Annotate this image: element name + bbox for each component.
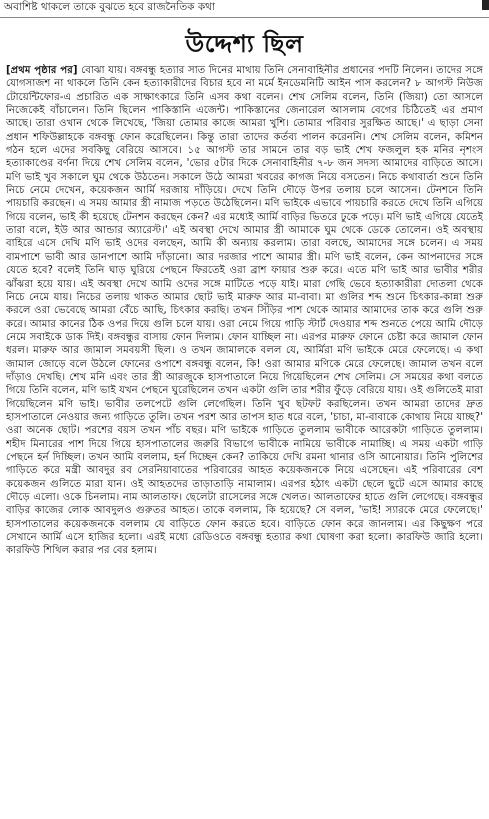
corner-mark — [482, 0, 489, 10]
previous-column-strip — [0, 0, 489, 18]
continuation-marker: [প্রথম পৃষ্ঠার পর] — [6, 65, 78, 76]
article-body — [6, 64, 483, 812]
previous-column-text: অবাশিষ্ট থাকলে তাকে বুঝতে হবে রাজনৈতিক কথা — [4, 1, 216, 13]
article-text: বোঝা যায়। বঙ্গবন্ধু হত্যার সাত দিনের মাথায় তিনি সেনাবাহিনীর প্রধানের পদটি নিলেন। তাদের সঙ্গে যোগসাজশ না থাকলে তিনি কেন হত্যাকারীদের বিচার হবে না মর্মে ইনডেমনিটি আইন পাস করলেন? ৮ আগস্ট নিউজ টোয়েন্টিফোর-এ প্রচারিত এক সাক্ষাৎকারে তিনি এসব কথা বলেন। শেখ সেলিম বলেন, তিনি (জিয়া) তো আসলে নিজেকেই বাঁচালেন। তিনি ছিলেন পাকিস্তানি এজেন্ট। পাকিস্তানের জেনারেল আসলাম বেগের চিঠিতেই এর প্রমাণ আছে। তারা ওখান থেকে লিখেছে, 'জিয়া তোমার কাজে আমরা খুশি। তোমার পরিবার সুরক্ষিত আছে।' এ ছাড়া সেনা প্রধান শফিউল্লাহকে বঙ্গবন্ধু ফোন করেছিলেন। কিন্তু তারা তাদের কর্তব্য পালন করেননি। শেখ সেলিম বলেন, কমিশন গঠন হলে এদের সবকিছু বেরিয়ে আসবে। ১৫ আগস্ট তার সামনে তার বড় ভাই শেখ ফজলুল হক মনির নৃশংস হত্যাকাণ্ডের বর্ণনা দিয়ে শেখ সেলিম বলেন, 'ভোর ৫টার দিকে সেনাবাহিনীর ৭-৮ জন সদস্য আমাদের বাড়িতে আসে। মণি ভাই খুব সকালে ঘুম থেকে উঠতেন। সকালে উঠে আমরা খবরের কাগজ নিয়ে বসতেন। নিচে কথাবার্তা শুনে তিনি নিচে নেমে দেখেন, কয়েকজন আর্মি দরজায় দাঁড়িয়ে। দেখে তিনি দৌড়ে উপর তলায় চলে আসেন। টেনশনে তিনি পায়চারি করছেন। এ সময় আমার স্ত্রী নামাজ পড়তে উঠেছিলেন। মণি ভাইকে এভাবে পায়চারি করতে দেখে তিনি এগিয়ে গিয়ে বলেন, ভাই কী হয়েছে টেনশন করছেন কেন? এর মধ্যেই আর্মি বাড়ির ভিতরে ঢুকে পড়ে। মণি ভাই এগিয়ে যেতেই তারা বলে, ইউ আর আন্ডার অ্যারেস্ট।' এই অবস্থা দেখে আমার স্ত্রী আমাকে ঘুম থেকে ডেকে তোলেন। ওই অবস্থায় বাহিরে এসে দেখি মণি ভাই ওদের বলছেন, আমি কী অন্যায় করলাম। তারা বলছে, আমাদের সঙ্গে চলেন। এ সময় বামপাশে ভাবী আর ডানপাশে আমি দাঁড়ানো। আর দরজার পাশে আমার স্ত্রী। মণি ভাই বলেন, কেন আপনাদের সঙ্গে যেতে হবে? বলেই তিনি ঘাড় ঘুরিয়ে পেছনে ফিরতেই ওরা ব্রাশ ফায়ার শুরু করে। এতে মণি ভাই আর ভাবীর শরীর ঝাঁঝরা হয়ে যায়। এই অবস্থা দেখে আমি ওদের সঙ্গে মাটিতে পড়ে যাই। মারা গেছি ভেবে হত্যাকারীরা দোতলা থেকে নিচে নেমে যায়। নিচের তলায় থাকত আমার ছোট ভাই মারুফ আর মা-বাবা। মা গুলির শব্দ শুনে চিৎকার-কান্না শুরু করলে ওরা ভেবেছে আমরা বেঁচে আছি, চিৎকার করছি। তখন সিঁড়ির পাশ থেকে আমার আমাদের তাক করে গুলি শুরু করে। আমার কানের ঠিক ওপর দিয়ে গুলি চলে যায়। ওরা নেমে গিয়ে গাড়ি স্টার্ট দেওয়ার শব্দ শুনতে পেয়ে আমি দৌড়ে নেমে সবাইকে ডাক দিই। বঙ্গবন্ধুর বাসায় ফোন দিলাম। ফোন যাচ্ছিল না। এরপর মারুফ ফোনে চেষ্টা করে জামাল ফোন ধরল। মারুফ আর জামাল সমবয়সী ছিল। ও তখন জামালকে বলল যে, আর্মিরা মণি ভাইকে মেরে ফেলেছে। এ কথা জামাল জোড়ে বলে উঠলে ফোনের ওপাশে বঙ্গবন্ধু বলেন, কি! ওরা আমার মণিকে মেরে ফেলেছে। জামাল তখন বলে দাঁড়াও দেখছি। শেখ মনি এবং তার স্ত্রী আরজুকে হাসপাতালে নিয়ে গিয়েছিলেন শেখ সেলিম। সে সময়ের কথা বলতে গিয়ে তিনি বলেন, মণি ভাই যখন পেছনে ঘুরেছিলেন তখন একটা গুলি তার শরীর ফুঁড়ে বেরিয়ে যায়। ওই গুলিতেই মারা গিয়েছিলেন মণি ভাই। ভাবীর তলপেটে গুলি লেগেছিল। তিনি খুব ছটফট করছিলেন। তখন আমরা তাদের দ্রুত হাসপাতালে নেওয়ার জন্য গাড়িতে তুলি। তখন পরশ আর তাপস হাত ধরে বলে, 'চাচা, মা-বাবাকে কোথায় নিয়ে যাচ্ছ?' ওরা অনেক ছোট। পরশের বয়স তখন পাঁচ বছর। মণি ভাইকে গাড়িতে তুললাম ভাবীকে আরেকটা গাড়িতে তুললাম। শহীদ মিনারের পাশ দিয়ে গিয়ে হাসপাতালের জরুরি বিভাগে ভাবীকে নামিয়ে ভাবীকে নামাচ্ছি। এ সময় একটা গাড়ি পেছনে হর্ন দিচ্ছিল। তখন আমি বললাম, হর্ন দিচ্ছেন কেন? তাকিয়ে দেখি রমনা থানার ওসি আনোয়ার। তিনি পুলিশের গাড়িতে করে মন্ত্রী আবদুর রব সেরনিয়াবাতের পরিবারের আহত কয়েকজনকে নিয়ে এসেছেন। এই পরিবারের বেশ কয়েকজন গুলিতে মারা যান। ওই আহতদের তাড়াতাড়ি নামালাম। এরপর হঠাৎ একটা ছেলে ছুটে এসে আমার কাছে দৌড়ে এলো। ওকে চিনলাম। নাম আলতাফ। ছেলেটা রাসেলের সঙ্গে খেলত। আলতাফের হাতে গুলি লেগেছে। বঙ্গবন্ধুর বাড়ির কাজের লোক আবদুলও গুরুতর আহত। তাকে বললাম, কি হয়েছে? সে বলল, 'ভাই! স্যারকে মেরে ফেলেছে।' হাসপাতালের কয়েকজনকে বললাম যে বাড়িতে ফোন করতে হবে। বাড়িতে ফোন করে জানলাম। এর কিছুক্ষণ পরে সেখানে আর্মি এসে হাজির হলো। এরই মধ্যে রেডিওতে বঙ্গবন্ধু হত্যার কথা ঘোষণা করা হলো। কারফিউ জারি হলো। কারফিউ শিথিল করার পর বের হলাম। — [6, 65, 483, 557]
article-title: উদ্দেশ্য ছিল — [185, 30, 304, 58]
